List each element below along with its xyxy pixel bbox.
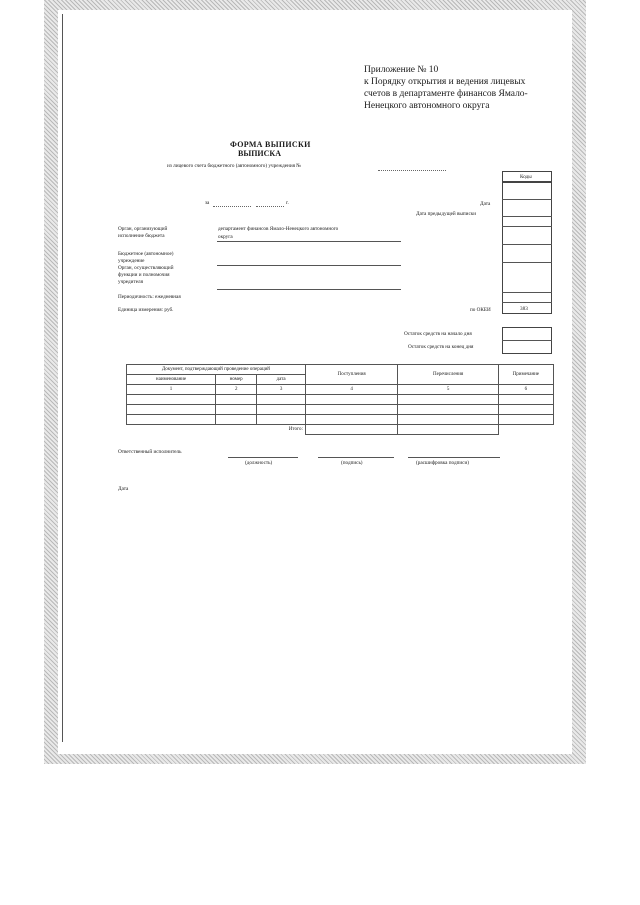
unit-label: Единица измерения: руб.: [118, 307, 174, 313]
executor-label: Ответственный исполнитель: [118, 449, 182, 455]
binding-line: [62, 14, 63, 742]
founder-underline: [217, 289, 401, 290]
code-divider: [502, 226, 552, 227]
table-cell: [257, 415, 305, 425]
table-cell: [216, 395, 257, 405]
total-label: Итого:: [288, 427, 303, 433]
date-day-field: [213, 206, 251, 207]
table-cell: [127, 405, 216, 415]
bottom-date-label: Дата: [118, 486, 129, 492]
table-cell: [398, 395, 498, 405]
note-header-cell: Примечание: [498, 365, 553, 385]
date-prefix: за: [205, 200, 210, 206]
form-subtitle: ВЫПИСКА: [238, 149, 281, 158]
table-row: [127, 405, 554, 415]
col-num-cell: 3: [257, 385, 305, 395]
doc-header-cell: Документ, подтверждающий проведение операций: [127, 365, 306, 375]
code-divider: [502, 199, 552, 200]
table-cell: [257, 405, 305, 415]
date-label: Дата: [480, 201, 491, 207]
table-cell: [216, 415, 257, 425]
appendix-line-1: Приложение № 10: [364, 65, 439, 75]
org-value-1: департамент финансов Ямало-Ненецкого автономного: [218, 226, 339, 232]
founder-label-3: учредителя: [118, 279, 143, 285]
decode-underline: [408, 457, 500, 458]
decode-caption: (расшифровка подписи): [416, 460, 469, 466]
operations-table: [126, 364, 554, 435]
table-number-row: [127, 385, 554, 395]
income-header-cell: Поступления: [305, 365, 398, 385]
table-cell: [305, 415, 398, 425]
name-header-cell: наименование: [127, 375, 216, 385]
col-num-cell: 2: [216, 385, 257, 395]
appendix-line-3: счетов в департаменте финансов Ямало-: [364, 89, 528, 99]
table-cell: [127, 395, 216, 405]
signature-caption: (подпись): [341, 460, 363, 466]
founder-label-2: функции и полномочия: [118, 272, 170, 278]
balance-divider: [502, 340, 552, 341]
appendix-note: [364, 64, 564, 112]
periodicity-label: Периодичность: ежедневная: [118, 294, 181, 300]
year-suffix: г.: [286, 200, 289, 206]
okei-label: по ОКЕИ: [470, 307, 491, 313]
org-label-1: Орган, организующий: [118, 226, 168, 232]
table-cell: [216, 405, 257, 415]
table-cell: [398, 405, 498, 415]
form-title: ФОРМА ВЫПИСКИ: [230, 140, 311, 149]
appendix-line-2: к Порядку открытия и ведения лицевых: [364, 77, 526, 87]
table-cell: [127, 415, 216, 425]
table-header-row: [127, 365, 554, 375]
institution-label-2: учреждение: [118, 258, 145, 264]
codes-column: [502, 182, 552, 314]
table-row: [127, 395, 554, 405]
number-header-cell: номер: [216, 375, 257, 385]
col-num-cell: 5: [398, 385, 498, 395]
position-underline: [228, 457, 298, 458]
code-divider: [502, 292, 552, 293]
institution-label-1: Бюджетное (автономное): [118, 251, 174, 257]
date-header-cell: дата: [257, 375, 305, 385]
code-divider: [502, 302, 552, 303]
institution-underline: [217, 265, 401, 266]
org-underline: [217, 241, 401, 242]
total-empty-cell: [498, 425, 553, 435]
table-row: [127, 415, 554, 425]
col-num-cell: 6: [498, 385, 553, 395]
table-cell: [257, 395, 305, 405]
account-line-label: из лицевого счета бюджетного (автономного) учреждения №: [167, 163, 302, 169]
total-income-cell: [305, 425, 398, 435]
col-num-cell: 1: [127, 385, 216, 395]
appendix-line-4: Ненецкого автономного округа: [364, 101, 490, 111]
table-cell: [398, 415, 498, 425]
table-total-row: [127, 425, 554, 435]
table-cell: [305, 395, 398, 405]
code-divider: [502, 262, 552, 263]
payment-header-cell: Перечисления: [398, 365, 498, 385]
codes-header: Коды: [520, 174, 532, 180]
end-balance-label: Остаток средств на конец дня: [408, 344, 474, 350]
table-cell: [498, 405, 553, 415]
okei-code: 383: [520, 306, 528, 312]
org-value-2: округа: [218, 234, 233, 240]
total-payment-cell: [398, 425, 498, 435]
position-caption: (должность): [245, 460, 273, 466]
table-cell: [498, 415, 553, 425]
code-divider: [502, 216, 552, 217]
founder-label-1: Орган, осуществляющий: [118, 265, 174, 271]
table-cell: [498, 395, 553, 405]
codes-header-box: [502, 171, 552, 182]
date-month-field: [256, 206, 284, 207]
signature-underline: [318, 457, 394, 458]
start-balance-label: Остаток средств на начало дня: [404, 331, 472, 337]
account-number-field: [378, 170, 446, 171]
code-divider: [502, 244, 552, 245]
col-num-cell: 4: [305, 385, 398, 395]
org-label-2: исполнение бюджета: [118, 233, 165, 239]
prev-statement-label: Дата предыдущей выписки: [416, 211, 477, 217]
table-cell: [305, 405, 398, 415]
